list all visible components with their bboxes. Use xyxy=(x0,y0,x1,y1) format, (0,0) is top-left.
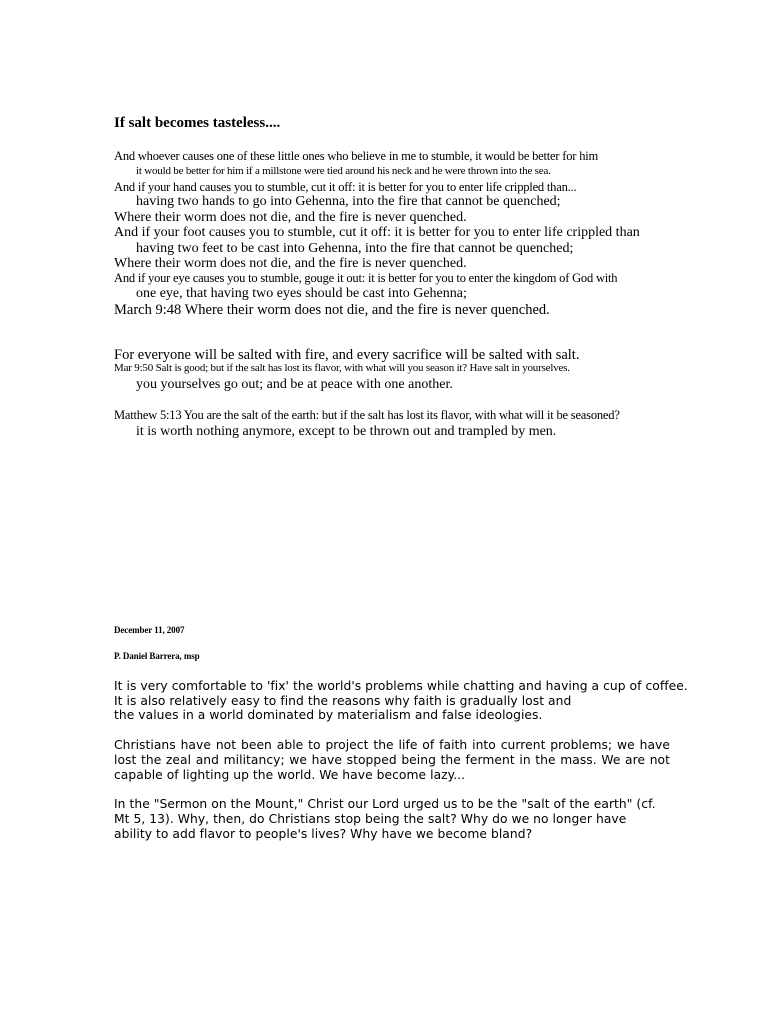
verse-line: it is worth nothing anymore, except to be thrown out and trampled by men. xyxy=(136,424,557,439)
verse-line: Where their worm does not die, and the fire is never quenched. xyxy=(114,256,467,271)
paragraph-line: Mt 5, 13). Why, then, do Christians stop being the salt? Why do we no longer have xyxy=(114,812,627,826)
verse-line: you yourselves go out; and be at peace with one another. xyxy=(136,377,453,392)
verse-line: March 9:48 Where their worm does not die, and the fire is never quenched. xyxy=(114,302,550,318)
verse-line: having two hands to go into Gehenna, into the fire that cannot be quenched; xyxy=(136,194,561,209)
paragraph-line: It is also relatively easy to find the reasons why faith is gradually lost and xyxy=(114,694,572,708)
date: December 11, 2007 xyxy=(114,625,185,635)
paragraph-line: ability to add flavor to people's lives? Why have we become bland? xyxy=(114,827,533,841)
verse-line: And whoever causes one of these little ones who believe in me to stumble, it would be better for him xyxy=(114,149,599,163)
paragraph-2: Christians have not been able to project the life of faith into current problems; we have lost the zeal and militancy; we have stopped being the ferment in the mass. We are not capable of lighting up the world. We have become lazy... xyxy=(114,738,670,782)
verse-line: one eye, that having two eyes should be cast into Gehenna; xyxy=(136,286,467,301)
verse-line: Where their worm does not die, and the fire is never quenched. xyxy=(114,210,467,225)
author: P. Daniel Barrera, msp xyxy=(114,651,200,661)
paragraph-line: the values in a world dominated by materialism and false ideologies. xyxy=(114,708,543,722)
verse-line: And if your foot causes you to stumble, cut it off: it is better for you to enter life crippled than xyxy=(114,225,640,240)
verse-line: And if your hand causes you to stumble, cut it off: it is better for you to enter life crippled than... xyxy=(114,180,577,194)
verse-line: it would be better for him if a millstone were tied around his neck and he were thrown into the sea. xyxy=(136,165,551,177)
paragraph-line: In the "Sermon on the Mount," Christ our Lord urged us to be the "salt of the earth" (cf. xyxy=(114,797,656,811)
verse-line: And if your eye causes you to stumble, gouge it out: it is better for you to enter the kingdom of God with xyxy=(114,271,618,285)
paragraph-line: It is very comfortable to 'fix' the world's problems while chatting and having a cup of coffee. xyxy=(114,679,688,693)
verse-line: Matthew 5:13 You are the salt of the earth: but if the salt has lost its flavor, with what will it be seasoned? xyxy=(114,408,620,422)
verse-line: having two feet to be cast into Gehenna, into the fire that cannot be quenched; xyxy=(136,241,574,256)
page-title: If salt becomes tasteless.... xyxy=(114,115,281,131)
verse-line: Mar 9:50 Salt is good; but if the salt has lost its flavor, with what will you season it? Have salt in yourselves. xyxy=(114,362,570,374)
verse-line: For everyone will be salted with fire, and every sacrifice will be salted with salt. xyxy=(114,347,580,363)
